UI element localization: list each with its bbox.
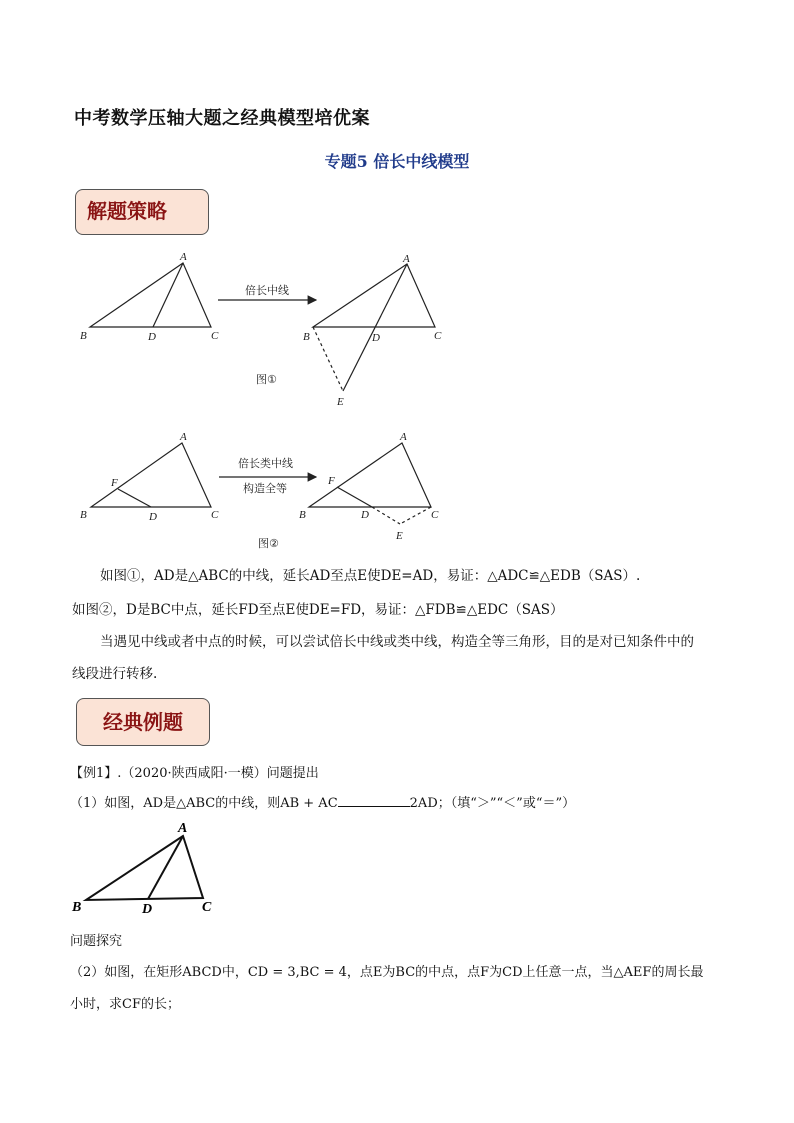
fig2-label-a: A bbox=[180, 431, 187, 443]
document-title: 中考数学压轴大题之经典模型培优案 bbox=[74, 108, 370, 129]
answer-blank bbox=[338, 794, 410, 807]
figure1-left-triangle bbox=[80, 251, 219, 343]
fig2r-label-d: D bbox=[361, 509, 369, 521]
ex1-label-a: A bbox=[178, 821, 188, 836]
fig2r-label-e: E bbox=[396, 530, 403, 542]
section-examples-label: 经典例题 bbox=[103, 710, 183, 734]
topic-subtitle: 专题5 倍长中线模型 bbox=[324, 152, 470, 171]
question1-text-start: （1）如图，AD是△ABC的中线，则AB + AC bbox=[70, 796, 338, 811]
section-strategy-label: 解题策略 bbox=[87, 199, 167, 223]
fig1-label-c: C bbox=[211, 330, 219, 342]
fig2-arrow-label-1: 倍长类中线 bbox=[238, 457, 293, 470]
figure1-caption: 图① bbox=[256, 373, 277, 386]
example1-question1 bbox=[70, 792, 575, 811]
fig1-label-a: A bbox=[180, 251, 187, 263]
figure2-arrow bbox=[219, 456, 316, 495]
fig2r-label-b: B bbox=[299, 509, 306, 521]
fig1-arrow-label: 倍长中线 bbox=[245, 284, 289, 297]
figure1-arrow bbox=[218, 283, 316, 300]
fig2-arrow-label-2: 构造全等 bbox=[243, 482, 287, 495]
question1-text-end: 2AD；（填“＞”“＜”或“＝”） bbox=[409, 796, 576, 811]
example1-heading: 【例1】.（2020·陕西咸阳·一模）问题提出 bbox=[70, 766, 319, 781]
ex1-label-b: B bbox=[72, 900, 82, 915]
fig1r-label-d: D bbox=[372, 332, 380, 344]
fig1-label-d: D bbox=[148, 331, 156, 343]
fig1r-label-e: E bbox=[337, 396, 344, 408]
fig2-label-f: F bbox=[111, 477, 118, 489]
paragraph-figure1: 如图①，AD是△ABC的中线，延长AD至点E使DE=AD，易证：△ADC≌△EDB（SAS）. bbox=[100, 568, 641, 584]
example1-question2-line2: 小时，求CF的长； bbox=[70, 997, 180, 1012]
ex1-label-c: C bbox=[202, 900, 212, 915]
fig2-label-b: B bbox=[80, 509, 87, 521]
figure2-caption: 图② bbox=[258, 537, 279, 550]
fig2r-label-c: C bbox=[431, 509, 439, 521]
paragraph-strategy-cont: 线段进行转移. bbox=[72, 666, 158, 682]
fig2r-label-a: A bbox=[400, 431, 407, 443]
example1-question2-line1: （2）如图，在矩形ABCD中，CD = 3,BC = 4，点E为BC的中点，点F为CD上任意一点，当△AEF的周长最 bbox=[70, 965, 704, 980]
figure1-right-triangle bbox=[303, 253, 442, 408]
section-examples-box bbox=[76, 698, 210, 746]
ex1-label-d: D bbox=[142, 902, 153, 917]
fig2r-label-f: F bbox=[328, 475, 335, 487]
fig1-label-b: B bbox=[80, 330, 87, 342]
paragraph-figure2: 如图②，D是BC中点，延长FD至点E使DE=FD，易证：△FDB≌△EDC（SAS） bbox=[72, 602, 564, 618]
fig1r-label-a: A bbox=[403, 253, 410, 265]
figure2-right-triangle bbox=[299, 431, 439, 542]
paragraph-strategy: 当遇见中线或者中点的时候，可以尝试倍长中线或类中线，构造全等三角形，目的是对已知条件中的 bbox=[100, 634, 694, 650]
fig2-label-d: D bbox=[149, 511, 157, 523]
fig2-label-c: C bbox=[211, 509, 219, 521]
example1-figure bbox=[71, 821, 212, 917]
fig1r-label-c: C bbox=[434, 330, 442, 342]
explore-heading: 问题探究 bbox=[70, 934, 123, 949]
figure2-left-triangle bbox=[80, 431, 219, 523]
fig1r-label-b: B bbox=[303, 331, 310, 343]
